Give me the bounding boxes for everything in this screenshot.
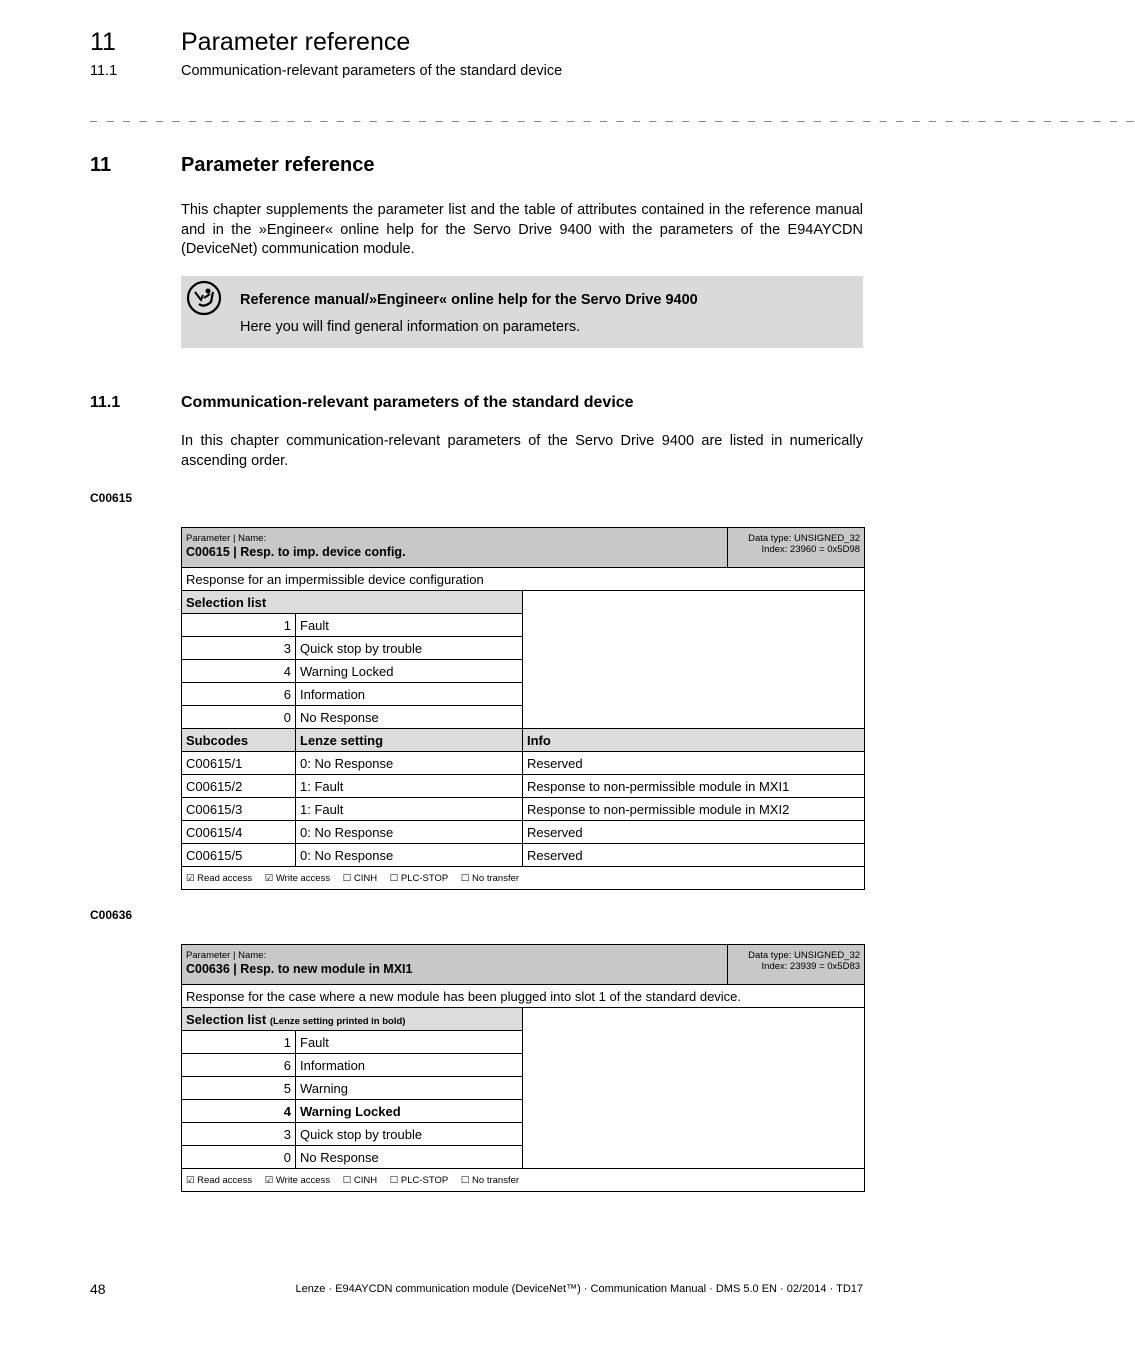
cinh-flag: ☐ CINH <box>342 872 378 884</box>
plc-stop-flag: ☐ PLC-STOP <box>389 1174 449 1186</box>
selection-text: Fault <box>296 1031 523 1054</box>
param-name: C00636 | Resp. to new module in MXI1 <box>186 962 413 976</box>
header-section-number: 11.1 <box>90 63 118 79</box>
chapter-number: 11 <box>90 154 112 176</box>
selection-list-title <box>182 1008 523 1031</box>
param-header-tag: Parameter | Name: <box>186 533 267 544</box>
param-table-c00615 <box>181 527 865 890</box>
footer-text: Lenze · E94AYCDN communication module (DeviceNet™) · Communication Manual · DMS 5.0 EN · 02/2014 · TD17 <box>295 1283 863 1295</box>
selection-text: Information <box>296 683 523 706</box>
cinh-flag: ☐ CINH <box>342 1174 378 1186</box>
subcode-info: Reserved <box>523 752 865 775</box>
reference-manual-icon <box>186 280 222 316</box>
selection-value: 6 <box>182 683 296 706</box>
write-access-flag: ☑ Write access <box>264 1174 331 1186</box>
chapter-intro: This chapter supplements the parameter list and the table of attributes contained in the reference manual and in the »Engineer« online help for the Servo Drive 9400 with the parameters of the E94AYCDN (DeviceNet) communication module. <box>181 202 863 257</box>
selection-value: 1 <box>182 1031 296 1054</box>
selection-text: Quick stop by trouble <box>296 1123 523 1146</box>
subcode-row <box>182 798 865 821</box>
subcode-code: C00615/5 <box>182 844 296 867</box>
note-title: Reference manual/»Engineer« online help for the Servo Drive 9400 <box>240 292 698 308</box>
selection-title-text: Selection list <box>186 1011 267 1027</box>
selection-empty-area <box>523 1008 865 1169</box>
subcode-info: Response to non-permissible module in MXI2 <box>523 798 865 821</box>
selection-text: Quick stop by trouble <box>296 637 523 660</box>
subcode-code: C00615/4 <box>182 821 296 844</box>
selection-value: 3 <box>182 637 296 660</box>
subcode-lenze: 1: Fault <box>296 775 523 798</box>
param-description: Response for the case where a new module has been plugged into slot 1 of the standard device. <box>182 985 865 1008</box>
selection-text: Warning <box>296 1077 523 1100</box>
selection-value: 5 <box>182 1077 296 1100</box>
section-number: 11.1 <box>90 394 121 411</box>
plc-stop-flag: ☐ PLC-STOP <box>389 872 449 884</box>
selection-empty-area <box>523 591 865 729</box>
read-access-flag: ☑ Read access <box>186 872 253 884</box>
access-flags <box>182 1169 865 1192</box>
param-data-type: Data type: UNSIGNED_32 <box>748 950 861 961</box>
note-text: Here you will find general information on parameters. <box>240 319 581 335</box>
param-header-type-cell <box>728 528 865 568</box>
subcode-code: C00615/1 <box>182 752 296 775</box>
subcode-row <box>182 752 865 775</box>
section-title: Communication-relevant parameters of the standard device <box>181 394 634 411</box>
no-transfer-flag: ☐ No transfer <box>460 1174 520 1186</box>
access-flags <box>182 867 865 890</box>
selection-value: 0 <box>182 706 296 729</box>
param-table-c00636 <box>181 944 865 1192</box>
param-header-type-cell <box>728 945 865 985</box>
selection-text: Warning Locked <box>296 1100 523 1123</box>
selection-value: 0 <box>182 1146 296 1169</box>
subcode-row <box>182 775 865 798</box>
subcode-lenze: 0: No Response <box>296 821 523 844</box>
subcode-info: Response to non-permissible module in MXI1 <box>523 775 865 798</box>
header-chapter-title: Parameter reference <box>181 28 411 56</box>
param-header-name-cell <box>182 528 728 568</box>
selection-note: (Lenze setting printed in bold) <box>269 1015 406 1027</box>
selection-text: Fault <box>296 614 523 637</box>
subcode-lenze: 0: No Response <box>296 752 523 775</box>
selection-value: 4 <box>182 660 296 683</box>
param-header-name-cell <box>182 945 728 985</box>
section-intro: In this chapter communication-relevant parameters of the Servo Drive 9400 are listed in numerically ascending order. <box>181 433 863 469</box>
selection-text: No Response <box>296 706 523 729</box>
subcode-code: C00615/2 <box>182 775 296 798</box>
selection-value: 4 <box>182 1100 296 1123</box>
selection-text: Warning Locked <box>296 660 523 683</box>
subcodes-header: Subcodes <box>182 729 296 752</box>
param-name: C00615 | Resp. to imp. device config. <box>186 545 406 559</box>
param-label: C00615 <box>90 491 133 505</box>
header-chapter-number: 11 <box>90 28 116 56</box>
info-header: Info <box>523 729 865 752</box>
selection-value: 3 <box>182 1123 296 1146</box>
selection-text: No Response <box>296 1146 523 1169</box>
param-label: C00636 <box>90 908 133 922</box>
param-data-type: Data type: UNSIGNED_32 <box>748 533 861 544</box>
subcode-row <box>182 821 865 844</box>
param-description: Response for an impermissible device configuration <box>182 568 865 591</box>
selection-value: 1 <box>182 614 296 637</box>
selection-text: Information <box>296 1054 523 1077</box>
subcode-row <box>182 844 865 867</box>
subcode-lenze: 0: No Response <box>296 844 523 867</box>
header-separator: _ _ _ _ _ _ _ _ _ _ _ _ _ _ _ _ _ _ _ _ _ _ _ _ _ _ _ _ _ _ _ _ _ _ _ _ _ _ _ _ _ _ _ _ _ _ _ _ _ _ _ _ _ _ _ _ _ _ _ _ _ _ _ _ <box>90 108 1135 122</box>
write-access-flag: ☑ Write access <box>264 872 331 884</box>
chapter-title: Parameter reference <box>181 154 375 176</box>
no-transfer-flag: ☐ No transfer <box>460 872 520 884</box>
lenze-setting-header: Lenze setting <box>296 729 523 752</box>
param-header-tag: Parameter | Name: <box>186 950 267 961</box>
reference-note <box>181 276 863 348</box>
param-index: Index: 23960 = 0x5D98 <box>761 544 861 555</box>
selection-list-title: Selection list <box>182 591 523 614</box>
subcode-code: C00615/3 <box>182 798 296 821</box>
read-access-flag: ☑ Read access <box>186 1174 253 1186</box>
selection-value: 6 <box>182 1054 296 1077</box>
subcode-info: Reserved <box>523 844 865 867</box>
header-section-title: Communication-relevant parameters of the standard device <box>181 63 563 79</box>
subcode-info: Reserved <box>523 821 865 844</box>
param-index: Index: 23939 = 0x5D83 <box>761 961 861 972</box>
subcode-lenze: 1: Fault <box>296 798 523 821</box>
page-number: 48 <box>90 1281 106 1297</box>
